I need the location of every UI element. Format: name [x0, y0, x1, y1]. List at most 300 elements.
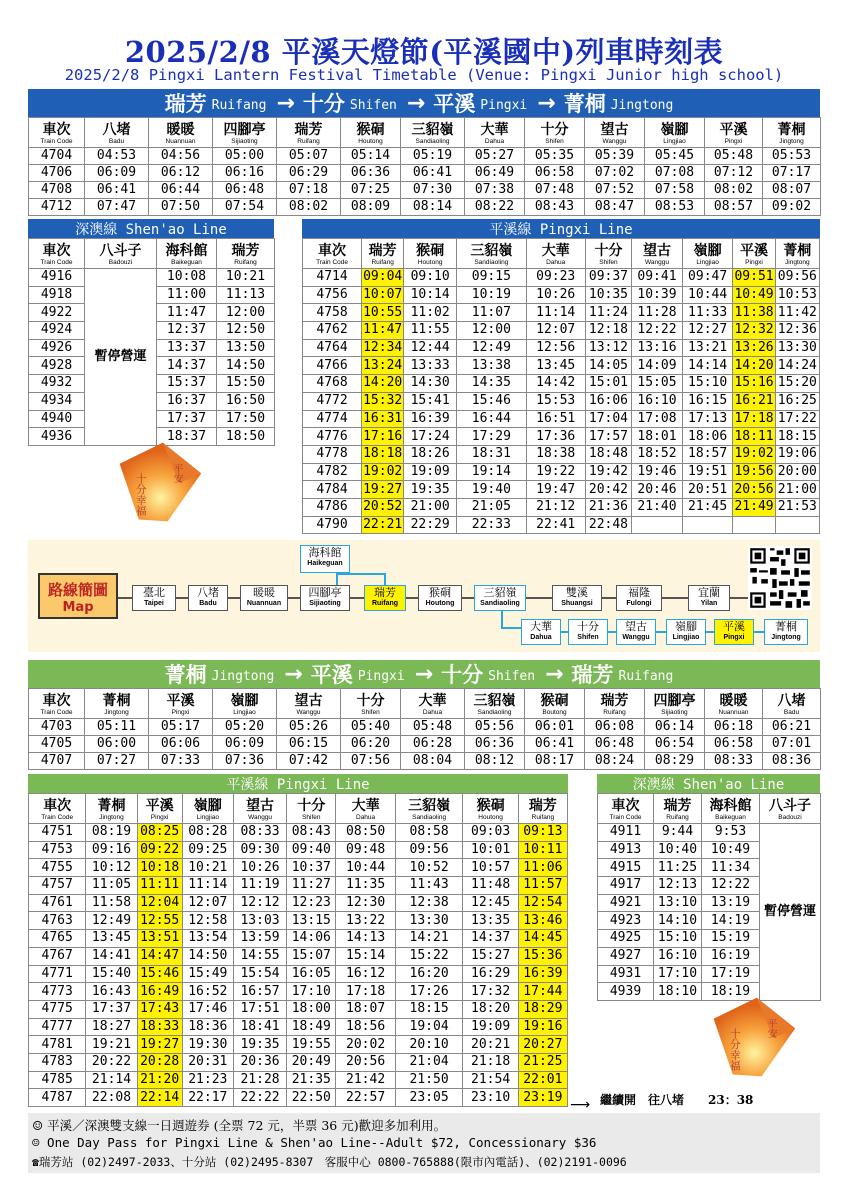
column-header: [233, 794, 286, 824]
route-station-en: Jingtong: [610, 97, 674, 113]
time-cell: 13:19: [702, 894, 760, 912]
time-cell: 05:40: [341, 719, 401, 736]
time-cell: 17:04: [585, 410, 631, 428]
time-cell: 06:48: [213, 182, 277, 199]
column-header-en: Ruifang: [531, 813, 555, 821]
column-header: [645, 689, 705, 719]
time-cell: 11:57: [518, 877, 567, 895]
time-cell: 13:15: [287, 912, 336, 930]
train-code-cell: 4708: [29, 182, 85, 199]
column-header: [137, 794, 182, 824]
map-label-en: Map: [62, 600, 94, 615]
table-row: [303, 357, 820, 375]
column-header-en: Dahua: [422, 708, 443, 716]
time-cell: 10:01: [463, 841, 518, 859]
time-cell: 17:19: [702, 965, 760, 983]
time-cell: 07:01: [763, 736, 821, 753]
column-header: [29, 239, 85, 269]
table-row: [303, 410, 820, 428]
column-header-en: Wanggu: [296, 708, 321, 716]
time-cell: 12:23: [287, 894, 336, 912]
time-cell: 16:10: [632, 392, 683, 410]
map-station-yilan: 宜蘭 Yilan: [688, 585, 730, 611]
time-cell: 18:01: [632, 428, 683, 446]
table-row: [29, 894, 568, 912]
time-cell: 06:48: [585, 736, 645, 753]
table-row: [303, 304, 820, 322]
time-cell: 21:00: [775, 481, 819, 499]
time-cell: 13:26: [734, 340, 774, 356]
time-cell: 07:58: [645, 182, 705, 199]
time-cell: 16:20: [395, 965, 463, 983]
time-cell: 19:27: [137, 1036, 182, 1054]
time-cell: 17:43: [137, 1000, 182, 1018]
time-cell: 13:54: [182, 930, 233, 948]
time-cell: 11:02: [404, 304, 457, 322]
time-cell: 17:18: [336, 983, 395, 1001]
train-code-cell: 4918: [29, 286, 85, 304]
time-cell: 16:29: [463, 965, 518, 983]
time-cell: 06:28: [401, 736, 465, 753]
time-cell: 14:35: [457, 375, 527, 393]
time-cell: 13:03: [233, 912, 286, 930]
timetable-inbound-through: [28, 688, 821, 770]
train-code-cell: 4777: [29, 1018, 86, 1036]
time-cell: 14:06: [287, 930, 336, 948]
time-cell: 21:14: [86, 1071, 137, 1089]
time-cell: 12:32: [734, 322, 774, 338]
train-code-cell: 4758: [303, 304, 362, 322]
time-cell: 05:39: [585, 148, 645, 165]
column-header: [525, 689, 585, 719]
table-row: [303, 339, 820, 357]
time-cell: 21:28: [233, 1071, 286, 1089]
table-row: [598, 824, 821, 842]
route-station-zh: 菁桐: [164, 662, 207, 687]
time-cell: 16:37: [157, 392, 217, 410]
column-header-en: Shifen: [545, 137, 564, 145]
column-header-zh: 車次: [318, 242, 347, 259]
time-cell: 18:15: [395, 1000, 463, 1018]
train-code-cell: 4773: [29, 983, 86, 1001]
column-header: [213, 689, 277, 719]
table-row: [303, 428, 820, 446]
time-cell: 09:56: [395, 841, 463, 859]
column-header-zh: 八斗子: [99, 242, 142, 259]
time-cell: 07:38: [465, 182, 525, 199]
column-header-en: Sandiaoling: [477, 708, 512, 716]
time-cell: 07:52: [585, 182, 645, 199]
time-cell: 14:30: [404, 375, 457, 393]
time-cell: 13:38: [457, 357, 527, 375]
time-cell: 07:25: [341, 182, 401, 199]
train-code-cell: 4787: [29, 1089, 86, 1107]
time-cell: 11:34: [702, 859, 760, 877]
time-cell: 05:48: [705, 148, 763, 165]
map-station-taipei: 臺北 Taipei: [132, 585, 176, 611]
table-row: [29, 824, 568, 842]
train-code-cell: 4936: [29, 428, 85, 446]
column-header-zh: 瑞芳: [294, 121, 323, 138]
time-cell: 08:43: [287, 824, 336, 842]
time-cell: 18:11: [734, 428, 774, 444]
time-cell: 20:42: [585, 481, 631, 499]
time-cell: 9:53: [702, 824, 760, 842]
time-cell: 17:51: [233, 1000, 286, 1018]
time-cell: 09:16: [86, 841, 137, 859]
train-code-cell: 4781: [29, 1036, 86, 1054]
time-cell: 08:17: [525, 753, 585, 770]
column-header-zh: 望古: [246, 797, 275, 814]
time-cell: 05:11: [85, 719, 149, 736]
time-cell: 16:06: [585, 392, 631, 410]
lantern-text: 十分幸福: [728, 1028, 741, 1071]
column-header-zh: 猴硐: [476, 797, 505, 814]
time-cell: 14:50: [182, 947, 233, 965]
train-code-cell: 4939: [598, 983, 654, 1001]
time-cell: 09:37: [585, 269, 631, 287]
time-cell: 11:25: [654, 859, 702, 877]
time-cell: 13:45: [86, 930, 137, 948]
time-cell: 14:41: [86, 947, 137, 965]
time-cell: 12:00: [457, 322, 527, 340]
time-cell: 19:02: [363, 463, 403, 479]
time-cell: 05:27: [465, 148, 525, 165]
column-header-en: Lingjiao: [233, 708, 256, 716]
column-header-en: Train Code: [609, 813, 642, 821]
column-header: [29, 118, 85, 148]
header-row: [303, 239, 820, 269]
time-cell: 21:00: [404, 498, 457, 516]
suspended-service-cell: 暫停營運: [85, 269, 157, 446]
column-header-en: Badu: [108, 137, 125, 145]
table-row: [29, 1053, 568, 1071]
train-code-cell: 4911: [598, 824, 654, 842]
train-code-cell: 4923: [598, 912, 654, 930]
time-cell: 10:44: [336, 859, 395, 877]
time-cell: 13:33: [404, 357, 457, 375]
route-station-zh: 瑞芳: [571, 662, 614, 687]
time-cell: 22:41: [526, 516, 585, 534]
column-header-zh: 菁桐: [783, 242, 812, 259]
time-cell: 10:35: [585, 286, 631, 304]
train-code-cell: 4778: [303, 445, 362, 463]
column-header: [287, 794, 336, 824]
column-header: [585, 239, 631, 269]
header-row: [598, 794, 821, 824]
column-header-zh: 大華: [480, 121, 509, 138]
time-cell: 08:50: [336, 824, 395, 842]
time-cell: 12:30: [336, 894, 395, 912]
time-cell: 18:50: [217, 428, 275, 446]
time-cell: 08:58: [395, 824, 463, 842]
time-cell: 12:49: [86, 912, 137, 930]
time-cell: 13:35: [463, 912, 518, 930]
column-header-zh: 車次: [42, 242, 71, 259]
header-row: [29, 689, 821, 719]
column-header: [85, 689, 149, 719]
column-header-en: Dahua: [546, 258, 566, 266]
time-cell: 22:14: [137, 1089, 182, 1107]
map-station-haikeguan: 海科館 Haikeguan: [300, 545, 350, 573]
time-cell: 19:46: [632, 463, 683, 481]
time-cell: 08:29: [645, 753, 705, 770]
time-cell: 21:40: [632, 498, 683, 516]
time-cell: 12:44: [404, 339, 457, 357]
column-header: [632, 239, 683, 269]
time-cell: 06:12: [149, 165, 213, 182]
table-row: [303, 481, 820, 499]
time-cell: 11:38: [734, 304, 774, 320]
train-code-cell: 4751: [29, 824, 86, 842]
time-cell: 13:21: [682, 339, 733, 357]
table-row: [29, 753, 821, 770]
time-cell: 12:49: [457, 339, 527, 357]
train-code-cell: 4913: [598, 841, 654, 859]
time-cell: 20:28: [137, 1053, 182, 1071]
route-station-zh: 十分: [441, 662, 484, 687]
table-row: [303, 286, 820, 304]
time-cell: 08:02: [277, 199, 341, 216]
train-code-cell: 4767: [29, 947, 86, 965]
time-cell: 22:01: [518, 1071, 567, 1089]
time-cell: 19:51: [682, 463, 733, 481]
time-cell: 15:41: [404, 392, 457, 410]
time-cell: 14:37: [157, 357, 217, 375]
time-cell: 10:26: [233, 859, 286, 877]
column-header: [775, 239, 819, 269]
table-row: [303, 516, 820, 534]
time-cell: 11:58: [86, 894, 137, 912]
time-cell: 07:33: [149, 753, 213, 770]
train-code-cell: 4714: [303, 269, 362, 287]
time-cell: 10:39: [632, 286, 683, 304]
route-map: [28, 540, 820, 652]
time-cell: 09:48: [336, 841, 395, 859]
timetable-shenao-inbound: [597, 793, 821, 1001]
time-cell: 18:31: [457, 445, 527, 463]
column-header: [336, 794, 395, 824]
time-cell: 20:51: [682, 481, 733, 499]
column-header: [149, 118, 213, 148]
time-cell: 18:06: [682, 428, 733, 446]
time-cell: 11:05: [86, 877, 137, 895]
column-header-zh: 大華: [418, 692, 447, 709]
time-cell: 20:02: [336, 1036, 395, 1054]
time-cell: 11:48: [463, 877, 518, 895]
column-header-zh: 十分: [297, 797, 326, 814]
time-cell: 10:08: [157, 269, 217, 287]
column-header-en: Sandiaoling: [474, 258, 509, 266]
time-cell: 06:41: [525, 736, 585, 753]
train-code-cell: 4790: [303, 516, 362, 534]
column-header-en: Jingtong: [779, 137, 804, 145]
route-station-en: Ruifang: [618, 668, 674, 684]
time-cell: 16:49: [137, 983, 182, 1001]
column-header-zh: 四腳亭: [223, 121, 266, 138]
time-cell: 05:26: [277, 719, 341, 736]
arrow-icon: →: [537, 90, 556, 116]
column-header-zh: 菁桐: [102, 692, 131, 709]
time-cell: 17:46: [182, 1000, 233, 1018]
column-header-en: Pingxi: [724, 137, 743, 145]
route-station-en: Pingxi: [480, 97, 528, 113]
train-code-cell: 4763: [29, 912, 86, 930]
time-cell: 17:44: [518, 983, 567, 1001]
lantern-text: 平安: [765, 1018, 777, 1038]
time-cell: 11:07: [457, 304, 527, 322]
column-header-zh: 嶺腳: [230, 692, 259, 709]
time-cell: 19:55: [287, 1036, 336, 1054]
time-cell: 15:20: [775, 375, 819, 393]
map-station-jingtong: 菁桐 Jingtong: [764, 619, 808, 645]
time-cell: 11:13: [217, 286, 275, 304]
map-station-lingjiao: 嶺腳 Lingjiao: [666, 619, 706, 645]
column-header-zh: 猴硐: [416, 242, 445, 259]
column-header: [518, 794, 567, 824]
time-cell: 13:16: [632, 339, 683, 357]
column-header: [341, 118, 401, 148]
route-station-zh: 平溪: [310, 662, 353, 687]
column-header: [705, 689, 763, 719]
time-cell: 20:49: [287, 1053, 336, 1071]
time-cell: 06:20: [341, 736, 401, 753]
time-cell: 09:25: [182, 841, 233, 859]
time-cell: 10:26: [526, 286, 585, 304]
time-cell: 18:56: [336, 1018, 395, 1036]
column-header-zh: 十分: [356, 692, 385, 709]
table-row: [303, 392, 820, 410]
pingxi-line-title: 平溪線 Pingxi Line: [302, 219, 820, 238]
time-cell: 04:53: [85, 148, 149, 165]
train-code-cell: 4915: [598, 859, 654, 877]
time-cell: 10:19: [457, 286, 527, 304]
column-header: [733, 239, 775, 269]
table-row: [303, 269, 820, 287]
time-cell: 18:37: [157, 428, 217, 446]
column-header-en: Wanggu: [248, 813, 273, 821]
train-code-cell: 4784: [303, 481, 362, 499]
time-cell: 20:36: [233, 1053, 286, 1071]
time-cell: 16:15: [682, 392, 733, 410]
time-cell: 14:14: [682, 357, 733, 375]
column-header: [763, 118, 821, 148]
column-header-zh: 車次: [42, 692, 71, 709]
column-header: [401, 689, 465, 719]
column-header-zh: 八斗子: [769, 797, 811, 814]
column-header-en: Train Code: [40, 137, 73, 145]
time-cell: 15:22: [395, 947, 463, 965]
map-label-zh: 路線簡圖: [47, 581, 108, 599]
time-cell: 13:51: [137, 930, 182, 948]
time-cell: 06:36: [465, 736, 525, 753]
column-header-en: Train Code: [316, 258, 348, 266]
column-header: [654, 794, 702, 824]
column-header-en: Jingtong: [99, 813, 124, 821]
column-header-en: Badouzi: [778, 813, 802, 821]
time-cell: 17:08: [632, 410, 683, 428]
column-header-en: Ruifang: [371, 258, 394, 266]
time-cell: 13:10: [654, 894, 702, 912]
time-cell: 09:13: [518, 824, 567, 842]
time-cell: 12:27: [682, 322, 733, 340]
column-header-zh: 平溪: [719, 121, 748, 138]
time-cell: 12:04: [137, 894, 182, 912]
time-cell: 15:40: [86, 965, 137, 983]
column-header-en: Badouzi: [108, 258, 133, 266]
continue-arrow-icon: ⟶: [570, 1097, 591, 1113]
time-cell: 10:57: [463, 859, 518, 877]
column-header: [85, 118, 149, 148]
time-cell: 08:53: [645, 199, 705, 216]
time-cell: 19:35: [233, 1036, 286, 1054]
column-header-en: Sandiaoling: [415, 137, 450, 145]
map-station-houtong: 猴硐 Houtong: [418, 585, 462, 611]
time-cell: 15:54: [233, 965, 286, 983]
train-code-cell: 4775: [29, 1000, 86, 1018]
time-cell: 08:24: [585, 753, 645, 770]
table-row: [29, 165, 821, 182]
time-cell: 18:49: [287, 1018, 336, 1036]
time-cell: 10:53: [775, 286, 819, 304]
map-station-pingxi: 平溪 Pingxi: [714, 619, 754, 645]
column-header-en: Sandiaoling: [412, 813, 447, 821]
time-cell: 08:19: [86, 824, 137, 842]
table-row: [29, 1000, 568, 1018]
time-cell: 14:05: [585, 357, 631, 375]
column-header: [362, 239, 404, 269]
column-header: [277, 118, 341, 148]
time-cell: 07:42: [277, 753, 341, 770]
time-cell: 06:58: [705, 736, 763, 753]
column-header-en: Dahua: [356, 813, 376, 821]
time-cell: 07:17: [763, 165, 821, 182]
route-station-en: Shifen: [349, 97, 397, 113]
column-header-en: Wanggu: [602, 137, 627, 145]
time-cell: 06:21: [763, 719, 821, 736]
time-cell: 9:44: [654, 824, 702, 842]
time-cell: 17:50: [217, 410, 275, 428]
time-cell: 21:20: [137, 1071, 182, 1089]
time-cell: 11:33: [682, 304, 733, 322]
train-code-cell: 4926: [29, 339, 85, 357]
time-cell: 08:47: [585, 199, 645, 216]
time-cell: 09:56: [775, 269, 819, 287]
time-cell: 16:51: [526, 410, 585, 428]
time-cell: 21:12: [526, 498, 585, 516]
time-cell: 17:57: [585, 428, 631, 446]
time-cell: 19:06: [775, 445, 819, 463]
time-cell: 08:02: [705, 182, 763, 199]
time-cell: 12:58: [182, 912, 233, 930]
time-cell: 21:04: [395, 1053, 463, 1071]
column-header-zh: 暖暖: [719, 692, 748, 709]
column-header: [585, 689, 645, 719]
table-row: [303, 322, 820, 340]
column-header-zh: 車次: [611, 797, 640, 814]
time-cell: 17:18: [734, 410, 774, 426]
column-header: [463, 794, 518, 824]
time-cell: 15:10: [682, 375, 733, 393]
lantern-text: 平安: [171, 463, 183, 483]
train-code-cell: 4927: [598, 947, 654, 965]
time-cell: 18:20: [463, 1000, 518, 1018]
time-cell: 13:59: [233, 930, 286, 948]
continue-note: 繼續開 往八堵 23：38: [600, 1093, 754, 1107]
column-header-zh: 八堵: [102, 121, 131, 138]
time-cell: 14:50: [217, 357, 275, 375]
train-code-cell: 4764: [303, 339, 362, 357]
